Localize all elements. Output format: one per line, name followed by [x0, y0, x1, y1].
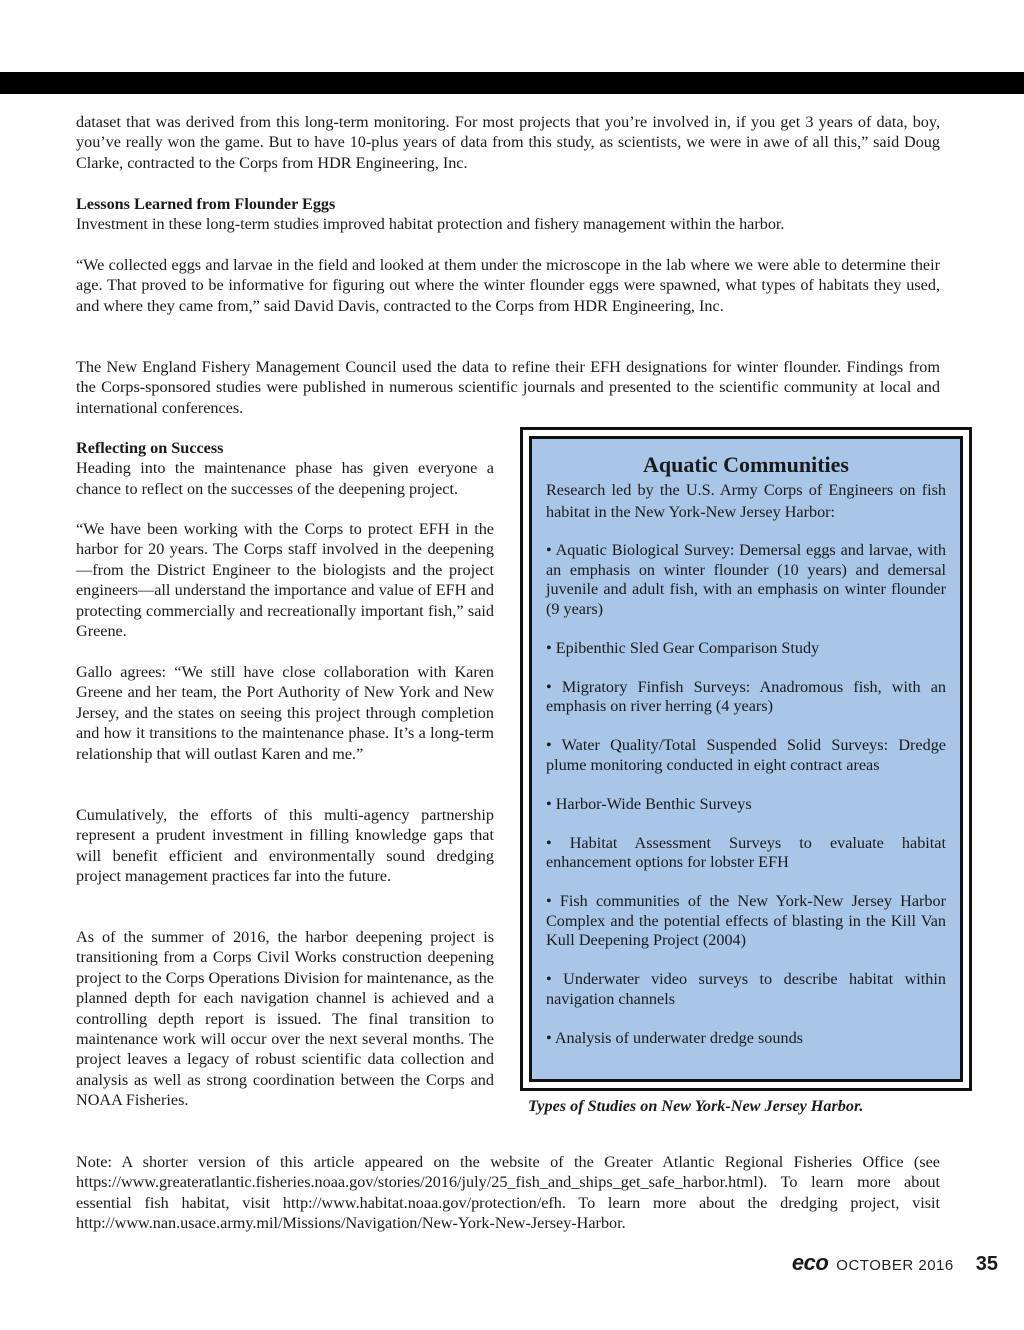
eco-logo: eco	[791, 1250, 829, 1275]
council-paragraph: The New England Fishery Management Council used the data to refine their EFH designations for winter flounder. Findings from the Corps-sponsored studies were published in numerous scientific journals and presented to the scientific community at local and international conferences.	[76, 358, 940, 417]
gallo-paragraph: Gallo agrees: “We still have close collaboration with Karen Greene and her team, the Port Authority of New York and New Jersey, and the states on seeing this project through completion and how it transitions to the maintenance phase. It’s a long-term relationship that will outlast Karen and me.”	[76, 663, 494, 763]
lessons-text: Investment in these long-term studies improved habitat protection and fishery management within the harbor.	[76, 215, 785, 234]
intro-paragraph: dataset that was derived from this long-term monitoring. For most projects that you’re involved in, if you get 3 years of data, boy, you’ve really won the game. But to have 10-plus years of data from this study, as scientists, we were in awe of all this,” said Doug Clarke, contracted to the Corps from HDR Engineering, Inc.	[76, 113, 940, 172]
list-item: • Analysis of underwater dredge sounds	[546, 1028, 803, 1047]
list-item: • Underwater video surveys to describe habitat within navigation channels	[546, 970, 946, 1008]
reflecting-text: Heading into the maintenance phase has given everyone a chance to reflect on the successes of the deepening project.	[76, 459, 494, 498]
lessons-section	[76, 194, 940, 235]
list-item: • Migratory Finfish Surveys: Anadromous fish, with an emphasis on river herring (4 years)	[546, 677, 946, 715]
list-item: • Habitat Assessment Surveys to evaluate habitat enhancement options for lobster EFH	[546, 833, 946, 871]
transition-paragraph: As of the summer of 2016, the harbor deepening project is transitioning from a Corps Civil Works construction deepening project to the Corps Operations Division for maintenance, as the planned depth for each navigation channel is achieved and a controlling depth report is issued. The final transition to maintenance work will occur over the next several months. The project leaves a legacy of robust scientific data collection and analysis as well as strong coordination between the Corps and NOAA Fisheries.	[76, 928, 494, 1110]
list-item: • Fish communities of the New York-New Jersey Harbor Complex and the potential effects of blasting in the Kill Van Kull Deepening Project (2004)	[546, 892, 946, 949]
page-number: 35	[975, 1253, 998, 1275]
sidebar-intro: Research led by the U.S. Army Corps of Engineers on fish habitat in the New York-New Jersey Harbor:	[546, 481, 946, 521]
list-item: • Epibenthic Sled Gear Comparison Study	[546, 638, 820, 657]
greene-quote-paragraph: “We have been working with the Corps to protect EFH in the harbor for 20 years. The Corps staff involved in the deepening—from the District Engineer to the biologists and the project engineers—all understand the importance and value of EFH and protecting commercially and recreationally important fish,” said Greene.	[76, 520, 494, 641]
header-bar	[0, 72, 1024, 94]
list-item: • Water Quality/Total Suspended Solid Surveys: Dredge plume monitoring conducted in eight contract areas	[546, 736, 946, 774]
reflecting-heading: Reflecting on Success	[76, 439, 224, 457]
partnership-paragraph: Cumulatively, the efforts of this multi-agency partnership represent a prudent investment in filling knowledge gaps that will benefit efficient and environmentally sound dredging project management practices far into the future.	[76, 806, 494, 886]
reflecting-section	[76, 438, 494, 499]
aquatic-communities-sidebar	[520, 427, 972, 1091]
page-footer	[792, 1250, 998, 1274]
studies-list	[546, 541, 946, 1048]
sidebar-panel	[529, 436, 963, 1082]
issue-date: OCTOBER 2016	[836, 1257, 954, 1274]
sidebar-caption: Types of Studies on New York-New Jersey Harbor.	[528, 1097, 864, 1115]
lessons-quote-paragraph: “We collected eggs and larvae in the field and looked at them under the microscope in the lab where we were able to determine their age. That proved to be informative for figuring out where the winter flounder eggs were spawned, what types of habitats they used, and where they came from,” said David Davis, contracted to the Corps from HDR Engineering, Inc.	[76, 256, 940, 315]
list-item: • Harbor-Wide Benthic Surveys	[546, 794, 752, 813]
note-paragraph: Note: A shorter version of this article appeared on the website of the Greater Atlantic Regional Fisheries Office (see https://www.greateratlantic.fisheries.noaa.gov/stories/2016/july/25_fish_and_ships_get_safe_harbor.html). To learn more about essential fish habitat, visit http://www.habitat.noaa.gov/protection/efh. To learn more about the dredging project, visit http://www.nan.usace.army.mil/Missions/Navigation/New-York-New-Jersey-Harbor.	[76, 1153, 940, 1233]
list-item: • Aquatic Biological Survey: Demersal eggs and larvae, with an emphasis on winter flounder (10 years) and demersal juvenile and adult fish, with an emphasis on winter flounder (9 years)	[546, 541, 946, 618]
sidebar-title: Aquatic Communities	[643, 452, 849, 477]
lessons-heading: Lessons Learned from Flounder Eggs	[76, 195, 336, 213]
